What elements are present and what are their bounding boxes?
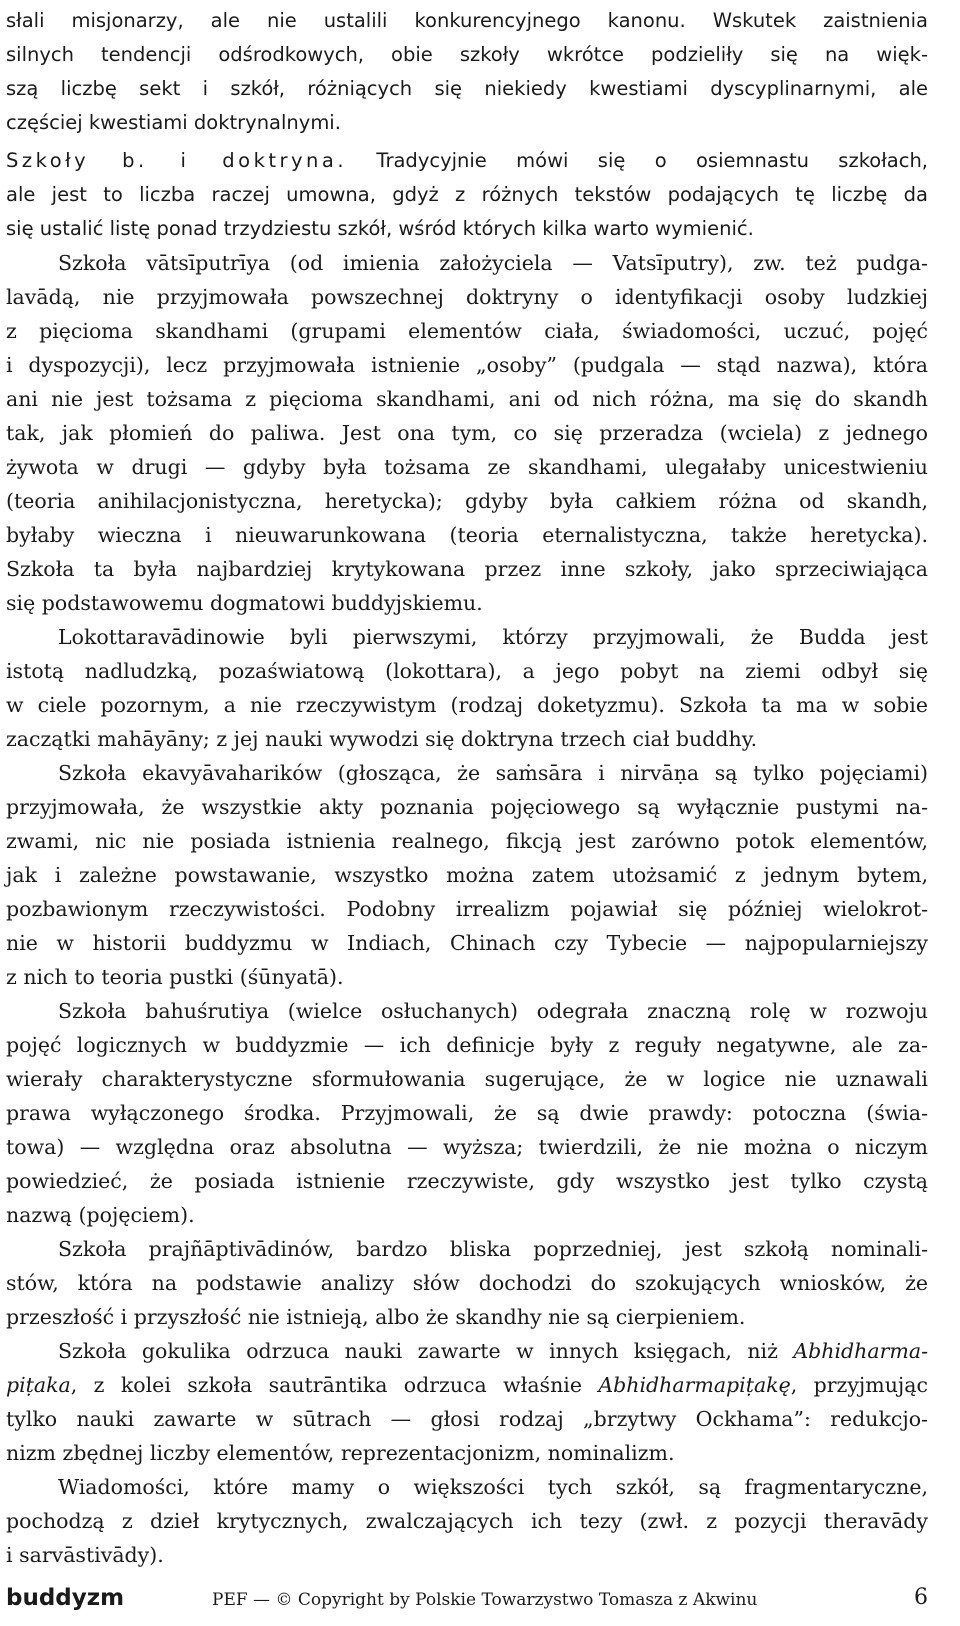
text-line: pojęć logicznych w buddyzmie — ich definicje były z reguły negatywne, ale za- bbox=[6, 1033, 928, 1057]
footer-copyright: PEF — © Copyright by Polskie Towarzystwo Tomasza z Akwinu bbox=[212, 1590, 758, 1610]
text-line: tak, jak płomień do paliwa. Jest ona tym, co się przeradza (wciela) z jednego bbox=[6, 421, 928, 445]
text-line bbox=[6, 1368, 928, 1402]
text-line: ale jest to liczba raczej umowna, gdyż z różnych tekstów podających tę liczbę da bbox=[6, 183, 928, 206]
text-line: żywota w drugi — gdyby była tożsama ze skandhami, ulegałaby unicestwieniu bbox=[6, 455, 928, 479]
text-line: przyjmowała, że wszystkie akty poznania pojęciowego są wyłącznie pustymi na- bbox=[6, 795, 928, 819]
text-line: się ustalić listę ponad trzydziestu szkół, wśród których kilka warto wymienić. bbox=[6, 217, 754, 240]
section-text: Tradycyjnie mówi się o osiemnastu szkołach, bbox=[347, 149, 928, 172]
text-line: i sarvāstivādy). bbox=[6, 1543, 164, 1567]
text-line: wierały charakterystyczne sformułowania sugerujące, że w logice nie uznawali bbox=[6, 1067, 928, 1091]
text-line: Szkoła ekavyāvaharików (głosząca, że saṁsāra i nirvāṇa są tylko pojęciami) bbox=[58, 761, 928, 785]
text-line: istotą nadludzką, pozaświatową (lokottara), a jego pobyt na ziemi odbył się bbox=[6, 659, 928, 683]
text-line: (teoria anihilacjonistyczna, heretycka); gdyby była całkiem różna od skandh, bbox=[6, 489, 928, 513]
text-line: szą liczbę sekt i szkół, różniących się niekiedy kwestiami dyscyplinarnymi, ale bbox=[6, 77, 928, 100]
italic-title: Abhidharmapiṭakę bbox=[598, 1373, 791, 1397]
text-span: , z kolei szkoła sautrāntika odrzuca właśnie bbox=[70, 1373, 599, 1397]
text-span: , przyjmując bbox=[790, 1373, 928, 1397]
text-line: Wiadomości, które mamy o większości tych szkół, są fragmentaryczne, bbox=[58, 1475, 928, 1499]
section-heading: Szkoły b. i doktryna. bbox=[6, 149, 348, 172]
text-line: lavādą, nie przyjmowała powszechnej doktryny o identyfikacji osoby ludzkiej bbox=[6, 285, 928, 309]
text-line: zaczątki mahāyāny; z jej nauki wywodzi się doktryna trzech ciał buddhy. bbox=[6, 727, 758, 751]
text-line: powiedzieć, że posiada istnienie rzeczywiste, gdy wszystko jest tylko czystą bbox=[6, 1169, 928, 1193]
text-line: nie w historii buddyzmu w Indiach, Chinach czy Tybecie — najpopularniejszy bbox=[6, 931, 928, 955]
text-line: nizm zbędnej liczby elementów, reprezentacjonizm, nominalizm. bbox=[6, 1441, 675, 1465]
text-line: Szkoła vātsīputrīya (od imienia założyciela — Vatsīputry), zw. też pudga- bbox=[58, 251, 928, 275]
text-line: przeszłość i przyszłość nie istnieją, albo że skandhy nie są cierpieniem. bbox=[6, 1305, 746, 1329]
text-line: ani nie jest tożsama z pięcioma skandhami, ani od nich różna, ma się do skandh bbox=[6, 387, 928, 411]
text-line: z nich to teoria pustki (śūnyatā). bbox=[6, 965, 344, 989]
text-line: Lokottaravādinowie byli pierwszymi, którzy przyjmowali, że Budda jest bbox=[58, 625, 928, 649]
italic-title: Abhidharma- bbox=[793, 1339, 928, 1363]
text-line: jak i zależne powstawanie, wszystko można zatem utożsamić z jednym bytem, bbox=[6, 863, 928, 887]
text-line: słali misjonarzy, ale nie ustalili konkurencyjnego kanonu. Wskutek zaistnienia bbox=[6, 9, 928, 32]
text-line: pochodzą z dzieł krytycznych, zwalczających ich tezy (zwł. z pozycji theravādy bbox=[6, 1509, 928, 1533]
text-line: w ciele pozornym, a nie rzeczywistym (rodzaj doketyzmu). Szkoła ta ma w sobie bbox=[6, 693, 928, 717]
text-line: Szkoła ta była najbardziej krytykowana przez inne szkoły, jako sprzeciwiająca bbox=[6, 557, 928, 581]
text-line: prawa wyłączonego środka. Przyjmowali, że są dwie prawdy: potoczna (świa- bbox=[6, 1101, 928, 1125]
text-line: częściej kwestiami doktrynalnymi. bbox=[6, 111, 341, 134]
text-line: pozbawionym rzeczywistości. Podobny irrealizm pojawiał się później wielokrot- bbox=[6, 897, 928, 921]
page-footer bbox=[6, 1580, 928, 1615]
document-page bbox=[6, 0, 928, 1626]
text-line: zwami, nic nie posiada istnienia realnego, fikcją jest zarówno potok elementów, bbox=[6, 829, 928, 853]
page-number: 6 bbox=[914, 1585, 928, 1610]
text-line: i dyspozycji), lecz przyjmowała istnienie „osoby” (pudgala — stąd nazwa), która bbox=[6, 353, 928, 377]
text-line: z pięcioma skandhami (grupami elementów ciała, świadomości, uczuć, pojęć bbox=[6, 319, 928, 343]
italic-title: piṭaka bbox=[6, 1373, 71, 1397]
text-line: stów, która na podstawie analizy słów dochodzi do szokujących wniosków, że bbox=[6, 1271, 928, 1295]
text-line: się podstawowemu dogmatowi buddyjskiemu. bbox=[6, 591, 483, 615]
text-line: byłaby wieczna i nieuwarunkowana (teoria eternalistyczna, także heretycka). bbox=[6, 523, 928, 547]
footer-title: buddyzm bbox=[6, 1585, 125, 1611]
text-span: Szkoła gokulika odrzuca nauki zawarte w innych księgach, niż bbox=[58, 1339, 794, 1363]
text-line: nazwą (pojęciem). bbox=[6, 1203, 195, 1227]
text-line: silnych tendencji odśrodkowych, obie szkoły wkrótce podzieliły się na więk- bbox=[6, 43, 928, 66]
text-line: Szkoła bahuśrutiya (wielce osłuchanych) odegrała znaczną rolę w rozwoju bbox=[58, 999, 928, 1023]
text-line: Szkoła prajñāptivādinów, bardzo bliska poprzedniej, jest szkołą nominali- bbox=[58, 1237, 928, 1261]
text-line bbox=[6, 1334, 928, 1368]
section-line bbox=[6, 144, 928, 178]
text-line: towa) — względna oraz absolutna — wyższa; twierdzili, że nie można o niczym bbox=[6, 1135, 928, 1159]
text-line: tylko nauki zawarte w sūtrach — głosi rodzaj „brzytwy Ockhama”: redukcjo- bbox=[6, 1407, 928, 1431]
